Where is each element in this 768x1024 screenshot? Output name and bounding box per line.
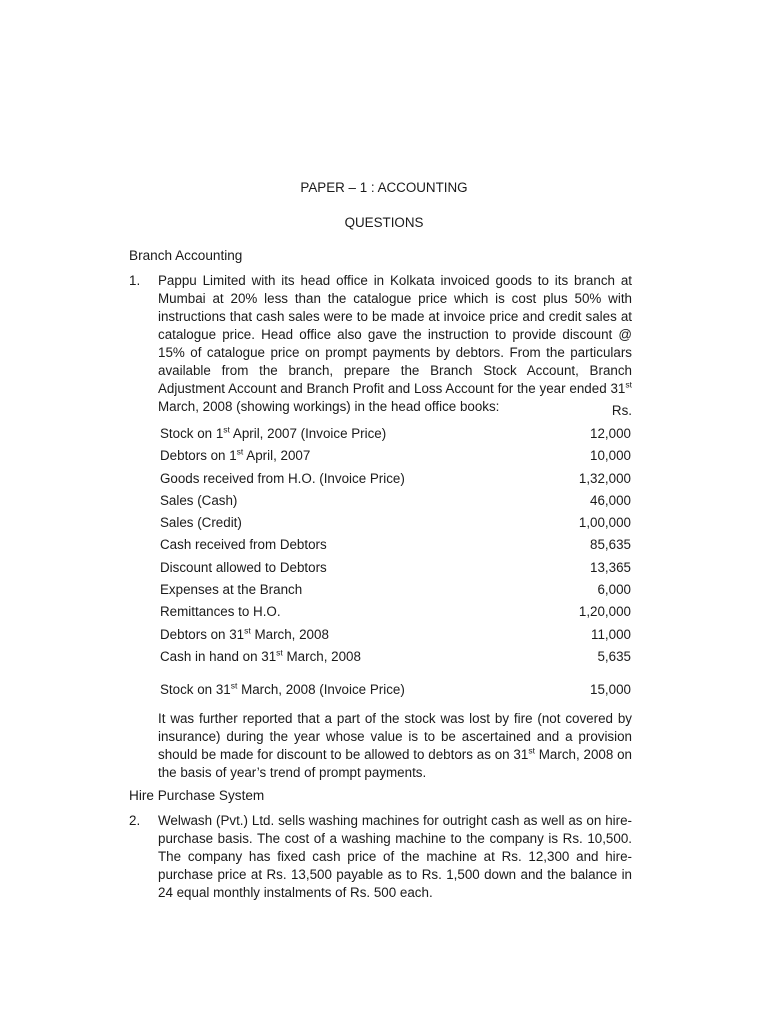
row-amount: 11,000 bbox=[591, 626, 631, 642]
ordinal-suffix: st bbox=[625, 379, 632, 390]
table-row bbox=[160, 648, 631, 670]
currency-header: Rs. bbox=[611, 403, 632, 418]
table-row bbox=[160, 626, 631, 648]
row-amount: 13,365 bbox=[590, 559, 631, 575]
row-label: Stock on 31st March, 2008 (Invoice Price) bbox=[160, 680, 405, 697]
section-heading-branch-accounting: Branch Accounting bbox=[129, 248, 243, 263]
row-amount: 15,000 bbox=[590, 682, 631, 697]
question-1-text-part-a: Pappu Limited with its head office in Kolkata invoiced goods to its branch at Mumbai at 20% less than the catalogue price which is cost plus 50% with instructions that cash sales were to be made at invoice price and credit sales at catalogue price. Head office also gave the instruction to provide discount @ 15% of catalogue price on prompt payments by debtors. From the particulars available from the branch, prepare the Branch Stock Account, Branch Adjustment Account and Branch Profit and Loss Account for the year ended 31 bbox=[158, 273, 632, 396]
row-amount: 12,000 bbox=[590, 426, 631, 441]
note-part-a: It was further reported that a part of the stock was lost by fire (not covered by insurance) during the year whose value is to be ascertained and a provision should be made for discount to be allowed to debtors as on 31 bbox=[158, 711, 632, 762]
question-2-text bbox=[158, 812, 632, 902]
row-label: Goods received from H.O. (Invoice Price) bbox=[160, 470, 405, 486]
table-row bbox=[160, 447, 631, 469]
row-label: Debtors on 31st March, 2008 bbox=[160, 625, 329, 642]
row-label: Remittances to H.O. bbox=[160, 604, 281, 620]
row-amount: 6,000 bbox=[597, 582, 631, 598]
row-amount: 1,00,000 bbox=[578, 515, 631, 531]
question-2-paragraph: Welwash (Pvt.) Ltd. sells washing machines for outright cash as well as on hire-purchase basis. The cost of a washing machine to the company is Rs. 10,500. The company has fixed cash price of the machine at Rs. 12,300 and hire-purchase price at Rs. 13,500 payable as to Rs. 1,500 down and the balance in 24 equal monthly instalments of Rs. 500 each. bbox=[158, 813, 632, 900]
section-heading-hire-purchase: Hire Purchase System bbox=[129, 788, 265, 803]
row-label: Cash in hand on 31st March, 2008 bbox=[160, 647, 361, 664]
row-amount: 85,635 bbox=[590, 537, 631, 553]
table-row bbox=[160, 559, 631, 581]
particulars-table bbox=[160, 425, 631, 670]
row-label: Discount allowed to Debtors bbox=[160, 559, 327, 575]
row-label: Sales (Credit) bbox=[160, 515, 242, 531]
closing-stock-row-wrap bbox=[160, 681, 631, 703]
note-part-b: March, 2008 on the basis of year’s trend of prompt payments. bbox=[158, 747, 632, 780]
question-number-1: 1. bbox=[129, 273, 141, 288]
table-row bbox=[160, 470, 631, 492]
table-row bbox=[160, 603, 631, 625]
table-row bbox=[160, 536, 631, 558]
question-1-text-part-b: March, 2008 (showing workings) in the head office books: bbox=[158, 399, 500, 414]
paper-title: PAPER – 1 : ACCOUNTING bbox=[300, 180, 468, 195]
row-amount: 1,20,000 bbox=[578, 604, 631, 620]
question-1-note bbox=[158, 710, 632, 782]
row-amount: 1,32,000 bbox=[578, 470, 631, 486]
table-row bbox=[160, 581, 631, 603]
question-number-2: 2. bbox=[129, 813, 141, 828]
row-label: Stock on 1st April, 2007 (Invoice Price) bbox=[160, 424, 387, 441]
row-amount: 10,000 bbox=[590, 448, 631, 464]
ordinal-suffix: st bbox=[528, 745, 535, 756]
table-row bbox=[160, 425, 631, 447]
row-amount: 5,635 bbox=[597, 648, 631, 664]
row-label: Expenses at the Branch bbox=[160, 582, 303, 598]
row-label: Debtors on 1st April, 2007 bbox=[160, 446, 311, 464]
questions-heading: QUESTIONS bbox=[344, 215, 424, 230]
row-label: Cash received from Debtors bbox=[160, 537, 327, 553]
question-1-text bbox=[158, 272, 632, 416]
table-row bbox=[160, 492, 631, 514]
row-label: Sales (Cash) bbox=[160, 492, 238, 508]
table-row bbox=[160, 681, 631, 703]
table-row bbox=[160, 514, 631, 536]
row-amount: 46,000 bbox=[590, 492, 631, 508]
